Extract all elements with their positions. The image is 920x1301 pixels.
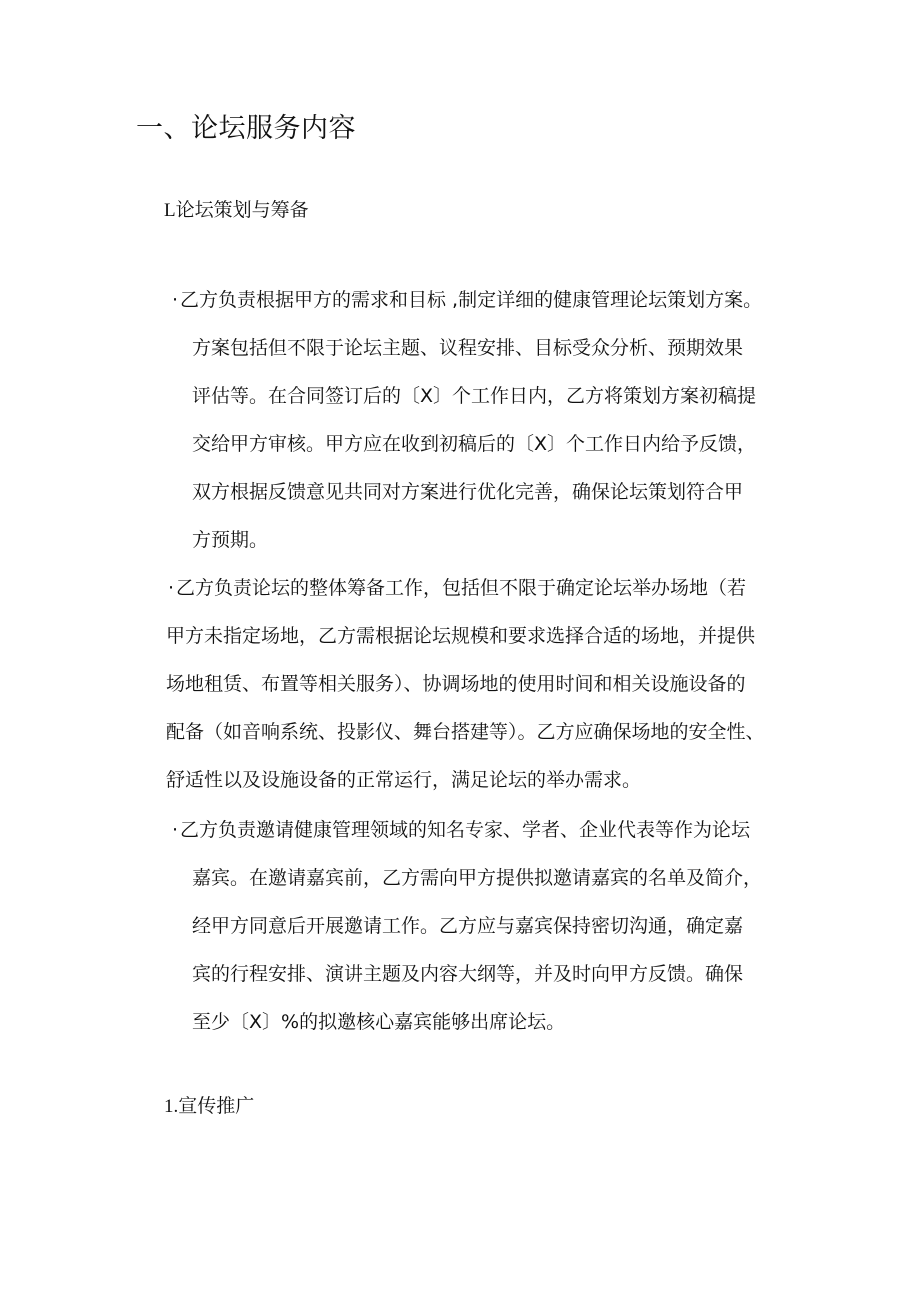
paragraph-line [170,420,762,468]
paragraph-preparation [166,564,765,804]
paragraph-line [166,564,765,612]
line-text: 乙方负责邀请健康管理领域的知名专家、学者、企业代表等作为论坛 [180,819,751,841]
subsection-title: 论坛策划与筹备 [175,199,309,221]
line-text: 乙方负责根据甲方的需求和目标 ,制定详细的健康管理论坛策划方案。 [180,289,763,311]
paragraph-line [170,468,762,516]
section-heading: 一、论坛服务内容 [136,113,356,144]
subsection-title: 宣传推广 [178,1095,255,1117]
paragraph-line [170,372,762,420]
paragraph-line [170,806,762,854]
paragraph-line [166,612,765,660]
paragraph-line [170,276,762,324]
paragraph-line [166,708,765,756]
paragraph-line [166,756,765,804]
line-text: 经甲方同意后开展邀请工作。乙方应与嘉宾保持密切沟通，确定嘉 [192,915,744,937]
paragraph-line [170,516,762,564]
line-text: 配备（如音响系统、投影仪、舞台搭建等）。乙方应确保场地的安全性、 [166,721,765,743]
line-text: 双方根据反馈意见共同对方案进行优化完善，确保论坛策划符合甲 [192,481,744,503]
paragraph-line [166,660,765,708]
subsection-heading-promotion [164,1092,254,1121]
line-text: 至少〔X〕%的拟邀核心嘉宾能够出席论坛。 [192,1011,566,1033]
line-text: 交给甲方审核。甲方应在收到初稿后的〔X〕个工作日内给予反馈， [192,433,757,455]
paragraph-line [170,324,762,372]
subsection-number: L [164,200,176,221]
line-text: 嘉宾。在邀请嘉宾前，乙方需向甲方提供拟邀请嘉宾的名单及简介， [192,867,763,889]
bullet-marker: · [171,819,179,841]
line-text: 方案包括但不限于论坛主题、议程安排、目标受众分析、预期效果 [192,337,744,359]
paragraph-line [170,902,762,950]
line-text: 舒适性以及设施设备的正常运行，满足论坛的举办需求。 [166,769,642,791]
paragraph-line [170,950,762,998]
bullet-marker: · [167,577,175,599]
line-text: 乙方负责论坛的整体筹备工作，包括但不限于确定论坛举办场地（若 [176,577,747,599]
line-text: 场地租赁、布置等相关服务）、协调场地的使用时间和相关设施设备的 [166,673,746,695]
bullet-marker: · [171,289,179,311]
line-text: 甲方未指定场地，乙方需根据论坛规模和要求选择合适的场地，并提供 [166,625,756,647]
line-text: 方预期。 [192,529,269,551]
line-text: 评估等。在合同签订后的〔X〕个工作日内，乙方将策划方案初稿提 [192,385,757,407]
paragraph-line [170,998,762,1046]
subsection-heading-planning [164,196,309,225]
paragraph-planning-plan [170,276,762,564]
line-text: 宾的行程安排、演讲主题及内容大纲等，并及时向甲方反馈。确保 [192,963,744,985]
paragraph-line [170,854,762,902]
subsection-number: 1. [164,1096,179,1117]
paragraph-guests [170,806,762,1046]
